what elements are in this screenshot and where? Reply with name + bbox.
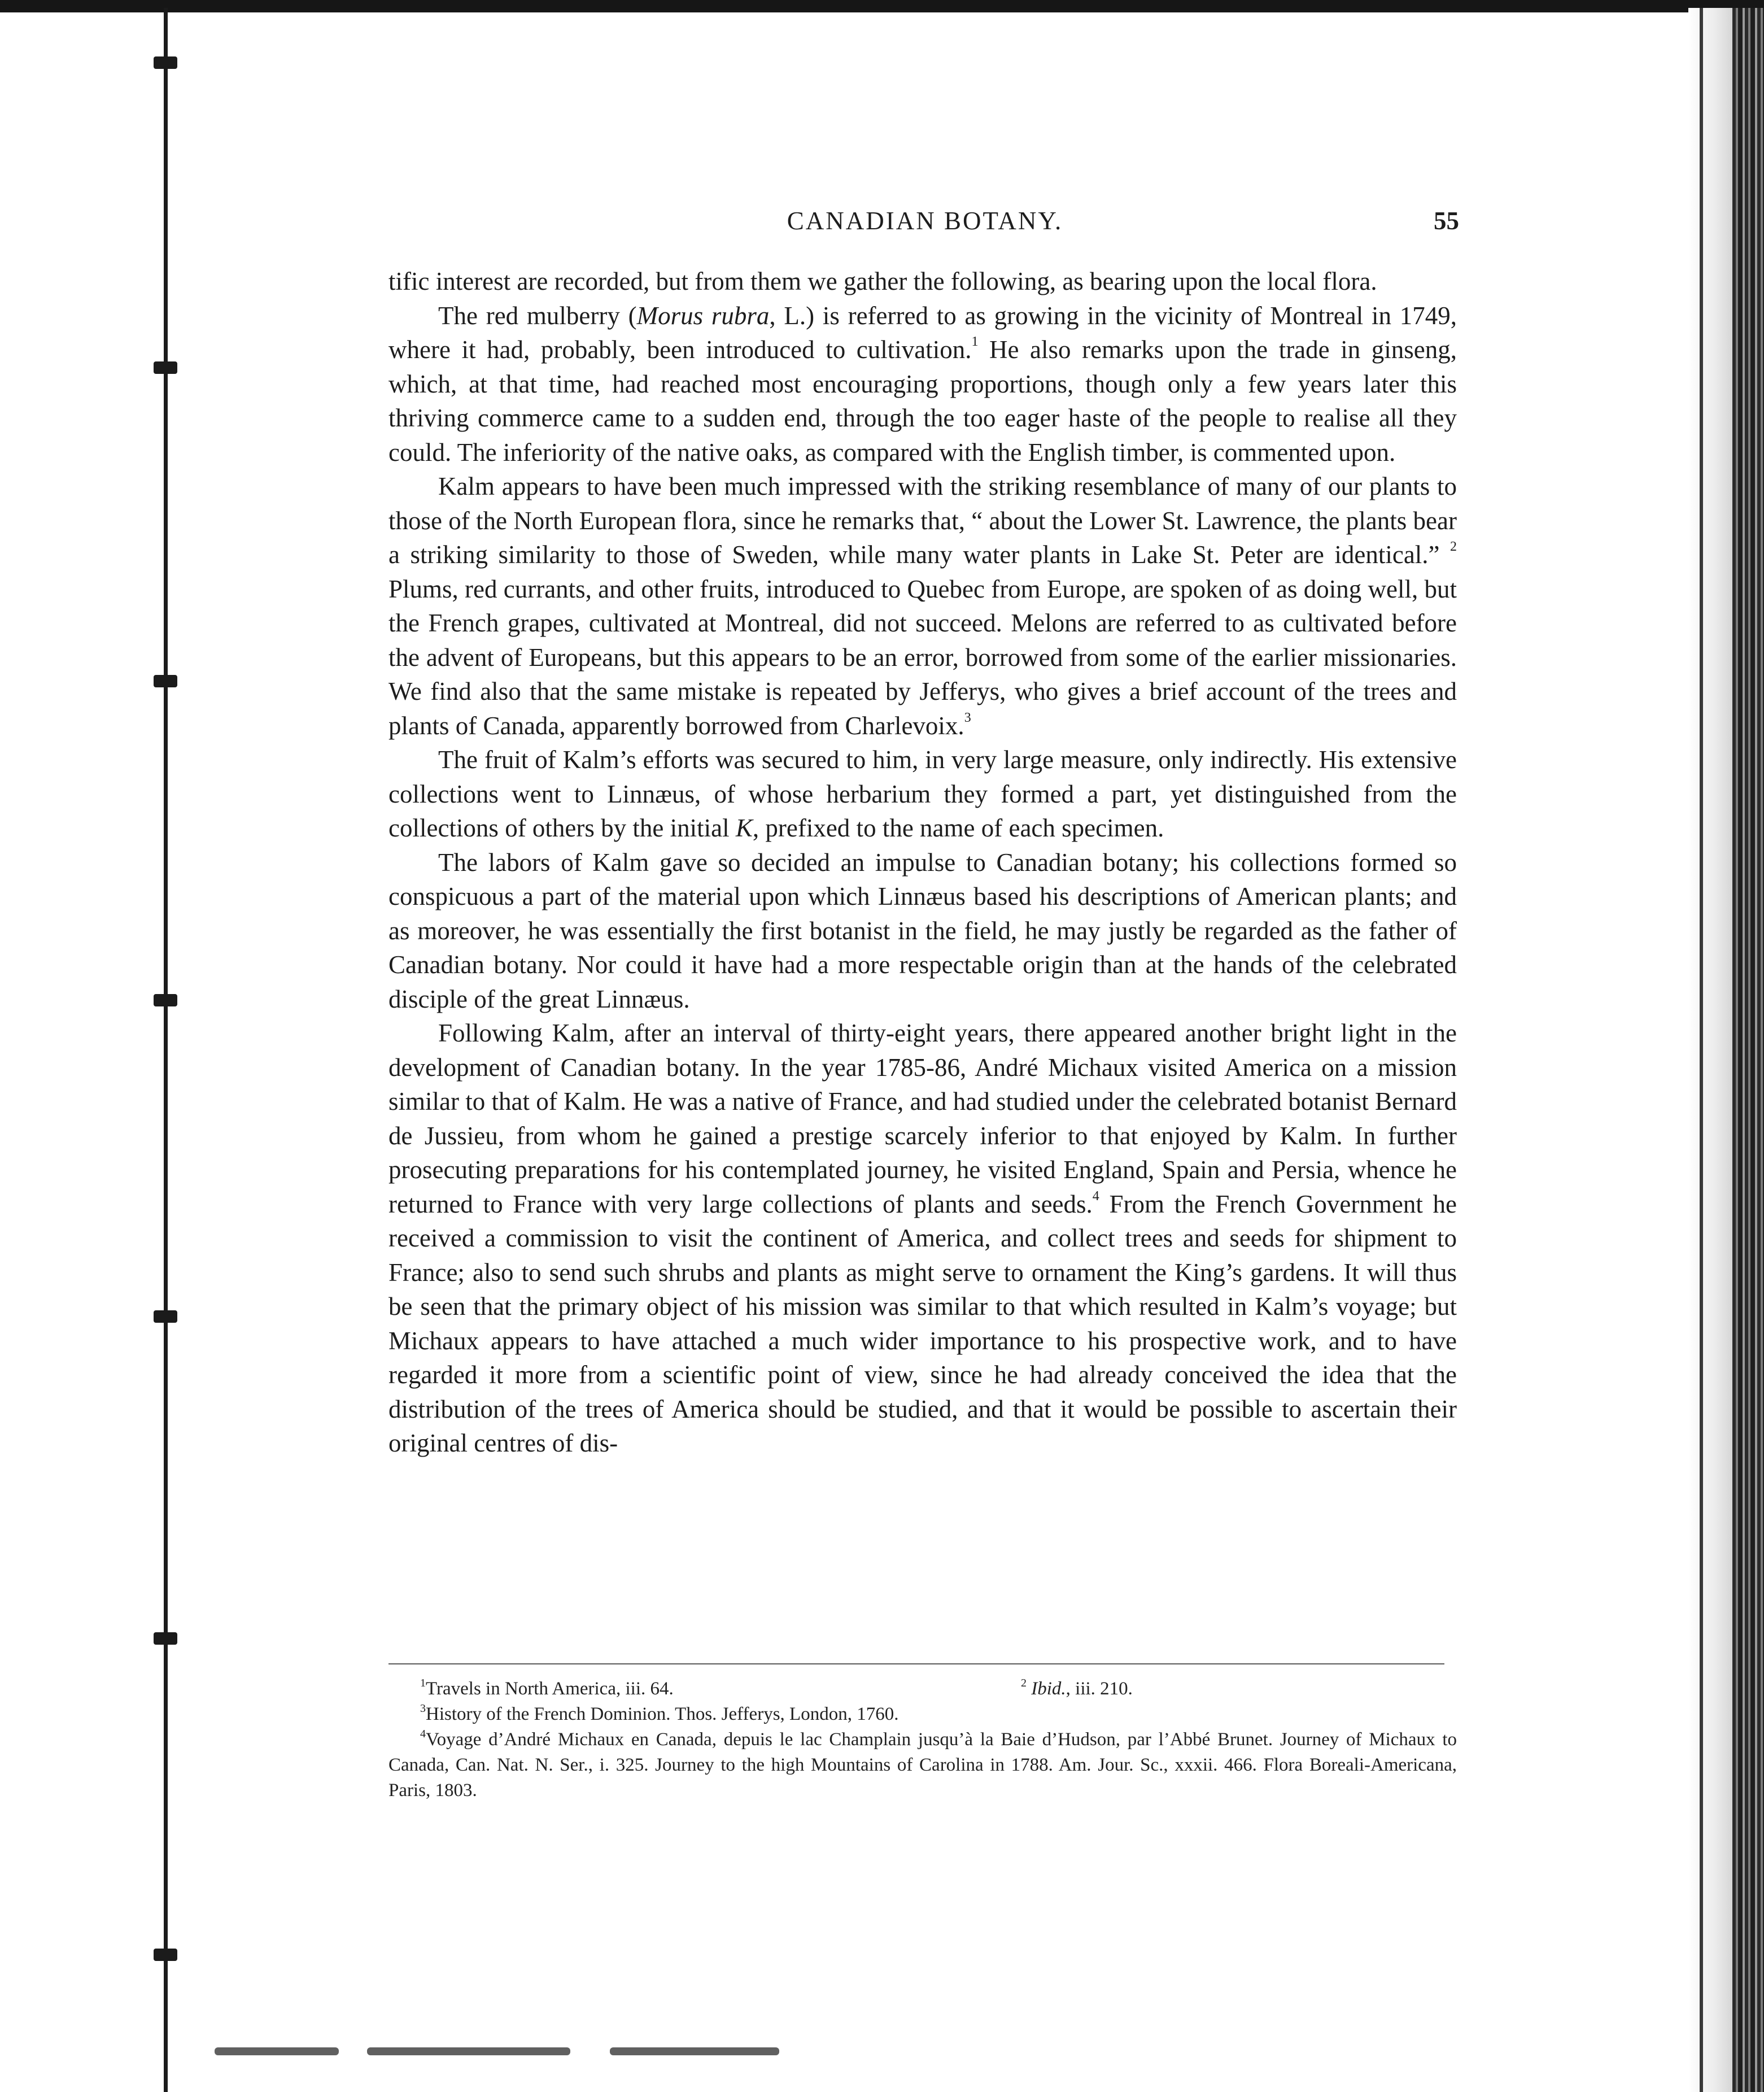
paragraph: The fruit of Kalm’s efforts was secured to him, in very large measure, only indirectly. His extensive collections went to Linnæus, of whose herbarium they formed a part, yet distinguished from the collections of others by the initial K, prefixed to the name of each specimen. bbox=[388, 746, 1457, 842]
running-head: CANADIAN BOTANY. bbox=[787, 207, 1063, 235]
scan-smudge bbox=[367, 2047, 570, 2055]
paragraph: The red mulberry (Morus rubra, L.) is referred to as growing in the vicinity of Montreal in 1749, where it had, probably, been introduced to cultivation.$^1$ He also remarks upon the trade in ginseng, which, at that time, had reached most encouraging proportions, though only a few years later this thriving commerce came to a sudden end, through the too eager haste of the people to realise all they could. The inferiority of the native oaks, as compared with the English timber, is commented upon. bbox=[388, 301, 1457, 467]
footnote-ref: 1 bbox=[971, 334, 979, 349]
footnote-2: $^2$ Ibid., iii. 210. bbox=[1021, 1677, 1133, 1699]
footnote-ref: 4 bbox=[1092, 1188, 1099, 1204]
binding-line bbox=[164, 8, 168, 2092]
footnote-4: $^4$Voyage d’André Michaux en Canada, depuis le lac Champlain jusqu’à la Baie d’Hudson, par l’Abbé Brunet. Journey of Michaux to Canada, Can. Nat. N. Ser., i. 325. Journey to the high Mountains of Carolina in 1788. Am. Jour. Sc., xxxii. 466. Flora Boreali-Americana, Paris, 1803. bbox=[388, 1728, 1457, 1801]
binding-mark bbox=[154, 56, 177, 69]
paragraph: Kalm appears to have been much impressed with the striking resemblance of many of our plants to those of the North European flora, since he remarks that, “ about the Lower St. Lawrence, the plants bear a striking similarity to those of Sweden, while many water plants in Lake St. Peter are identical.” $^2$ Plums, red currants, and other fruits, introduced to Quebec from Europe, are spoken of as doing well, but the French grapes, cultivated at Montreal, did not succeed. Melons are referred to as cultivated before the advent of Europeans, but this appears to be an error, borrowed from some of the earlier missionaries. We find also that the same mistake is repeated by Jefferys, who gives a brief account of the trees and plants of Canada, apparently borrowed from Charlevoix.$^3$ bbox=[388, 472, 1457, 740]
film-top-border bbox=[0, 0, 1764, 12]
footnote-ref: 3 bbox=[964, 710, 971, 725]
paragraph: Following Kalm, after an interval of thirty-eight years, there appeared another bright light in the development of Canadian botany. In the year 1785-86, André Michaux visited America on a mission similar to that of Kalm. He was a native of France, and had studied under the celebrated botanist Bernard de Jussieu, from whom he gained a prestige scarcely inferior to that enjoyed by Kalm. In further prosecuting preparations for his contemplated journey, he visited England, Spain and Persia, whence he returned to France with very large collections of plants and seeds.$^4$ From the French Government he received a commission to visit the continent of America, and collect trees and seeds for shipment to France; also to send such shrubs and plants as might serve to ornament the King’s gardens. It will thus be seen that the primary object of his mission was similar to that which resulted in Kalm’s voyage; but Michaux appears to have attached a much wider importance to his prospective work, and to have regarded it more from a scientific point of view, since he had already conceived the idea that the distribution of the trees of America should be studied, and that it would be possible to ascertain their original centres of dis- bbox=[388, 1019, 1457, 1457]
page-edge-line bbox=[1700, 8, 1703, 2092]
footnotes bbox=[388, 1676, 1457, 1803]
scan-smudge bbox=[215, 2047, 339, 2055]
binding-mark bbox=[154, 994, 177, 1006]
page-header bbox=[388, 206, 1461, 246]
species-name: Morus rubra bbox=[636, 301, 770, 330]
binding-mark bbox=[154, 675, 177, 687]
paragraph: tific interest are recorded, but from them we gather the following, as bearing upon the local flora. bbox=[388, 267, 1377, 295]
footnote-rule bbox=[388, 1663, 1444, 1664]
binding-mark bbox=[154, 1310, 177, 1323]
paragraph: The labors of Kalm gave so decided an impulse to Canadian botany; his collections formed so conspicuous a part of the material upon which Linnæus based his descriptions of American plants; and as moreover, he was essentially the first botanist in the field, he may justly be regarded as the father of Canadian botany. Nor could it have had a more respectable origin than at the hands of the celebrated disciple of the great Linnæus. bbox=[388, 848, 1457, 1013]
footnote-1: $^1$Travels in North America, iii. 64. bbox=[420, 1677, 674, 1699]
binding-mark bbox=[154, 1949, 177, 1961]
binding-mark bbox=[154, 1632, 177, 1645]
page-edge-shadow bbox=[1688, 8, 1732, 2092]
footnote-ref: 2 bbox=[1450, 539, 1457, 554]
body-text bbox=[388, 264, 1457, 1461]
initial-k: K bbox=[735, 814, 753, 842]
binding-mark bbox=[154, 361, 177, 374]
footnote-row bbox=[388, 1676, 1457, 1702]
footnote-3: $^3$History of the French Dominion. Thos. Jefferys, London, 1760. bbox=[420, 1702, 899, 1724]
book-edge bbox=[1732, 8, 1764, 2092]
page-number: 55 bbox=[1434, 207, 1459, 235]
footnote-row bbox=[388, 1702, 1457, 1727]
scan-smudge bbox=[610, 2047, 779, 2055]
